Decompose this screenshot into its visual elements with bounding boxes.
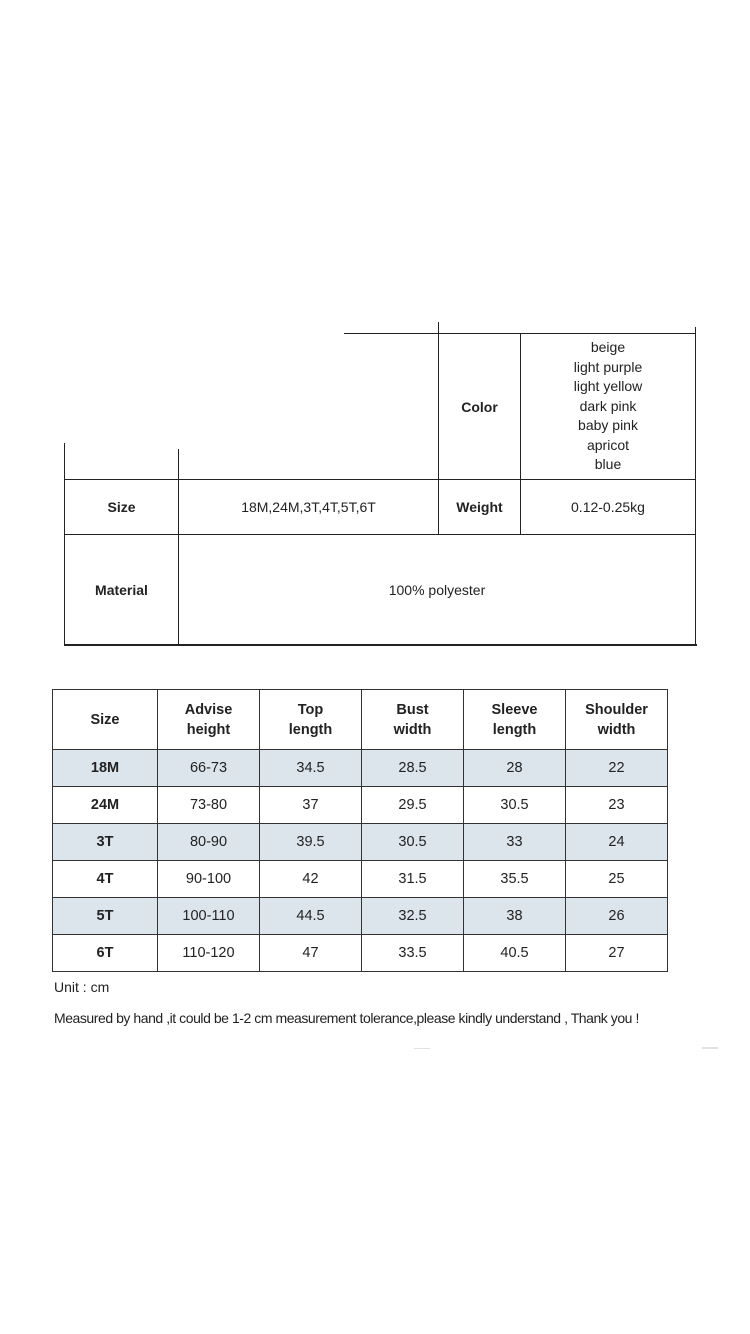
material-label: Material — [95, 581, 148, 598]
size-chart-table — [52, 689, 668, 972]
column-header-sleeve-length: Sleeve length — [464, 690, 566, 750]
height-cell: 100-110 — [158, 898, 260, 935]
size-values: 18M,24M,3T,4T,5T,6T — [241, 499, 376, 515]
column-header-bust-width: Bust width — [362, 690, 464, 750]
sleeve-length-cell: 30.5 — [464, 787, 566, 824]
top-length-cell: 42 — [260, 861, 362, 898]
weight-label: Weight — [456, 499, 503, 515]
sleeve-length-cell: 40.5 — [464, 935, 566, 972]
unit-note: Unit : cm — [54, 979, 110, 995]
bust-width-cell: 31.5 — [362, 861, 464, 898]
color-label: Color — [461, 398, 498, 415]
shoulder-width-cell: 24 — [566, 824, 668, 861]
sleeve-length-cell: 35.5 — [464, 861, 566, 898]
spec-border — [64, 644, 697, 646]
shoulder-width-cell: 27 — [566, 935, 668, 972]
bust-width-cell: 30.5 — [362, 824, 464, 861]
sleeve-length-cell: 38 — [464, 898, 566, 935]
size-cell: 4T — [53, 861, 158, 898]
table-row — [53, 824, 668, 861]
sleeve-length-cell: 28 — [464, 750, 566, 787]
size-cell: 3T — [53, 824, 158, 861]
color-option: beige — [590, 339, 626, 356]
spec-border — [695, 327, 696, 646]
tolerance-note: Measured by hand ,it could be 1-2 cm measurement tolerance,please kindly understand , Thank you ! — [54, 1010, 639, 1026]
artifact-line — [702, 1047, 718, 1049]
top-length-cell: 44.5 — [260, 898, 362, 935]
column-header-advise-height: Advise height — [158, 690, 260, 750]
material-value: 100% polyester — [388, 581, 486, 598]
bust-width-cell: 28.5 — [362, 750, 464, 787]
color-option: baby pink — [578, 417, 638, 434]
height-cell: 73-80 — [158, 787, 260, 824]
size-cell: 18M — [53, 750, 158, 787]
shoulder-width-cell: 26 — [566, 898, 668, 935]
top-length-cell: 34.5 — [260, 750, 362, 787]
artifact-line — [414, 1048, 430, 1049]
size-label: Size — [107, 499, 136, 515]
size-cell: 6T — [53, 935, 158, 972]
height-cell: 110-120 — [158, 935, 260, 972]
color-option: light yellow — [573, 378, 643, 395]
top-length-cell: 39.5 — [260, 824, 362, 861]
shoulder-width-cell: 25 — [566, 861, 668, 898]
top-length-cell: 47 — [260, 935, 362, 972]
column-header-top-length: Top length — [260, 690, 362, 750]
sleeve-length-cell: 33 — [464, 824, 566, 861]
table-row — [53, 935, 668, 972]
color-option: dark pink — [579, 397, 637, 414]
bust-width-cell: 32.5 — [362, 898, 464, 935]
color-list — [521, 334, 695, 479]
shoulder-width-cell: 23 — [566, 787, 668, 824]
color-option: light purple — [573, 358, 643, 375]
table-row — [53, 787, 668, 824]
bust-width-cell: 33.5 — [362, 935, 464, 972]
color-option: apricot — [586, 436, 630, 453]
table-row — [53, 750, 668, 787]
height-cell: 90-100 — [158, 861, 260, 898]
column-header-size: Size — [53, 690, 158, 750]
top-length-cell: 37 — [260, 787, 362, 824]
size-cell: 5T — [53, 898, 158, 935]
color-option: blue — [594, 456, 622, 473]
table-row — [53, 861, 668, 898]
height-cell: 80-90 — [158, 824, 260, 861]
shoulder-width-cell: 22 — [566, 750, 668, 787]
table-row — [53, 898, 668, 935]
bust-width-cell: 29.5 — [362, 787, 464, 824]
size-cell: 24M — [53, 787, 158, 824]
column-header-shoulder-width: Shoulder width — [566, 690, 668, 750]
height-cell: 66-73 — [158, 750, 260, 787]
header-row — [53, 690, 668, 750]
weight-value: 0.12-0.25kg — [571, 499, 645, 515]
